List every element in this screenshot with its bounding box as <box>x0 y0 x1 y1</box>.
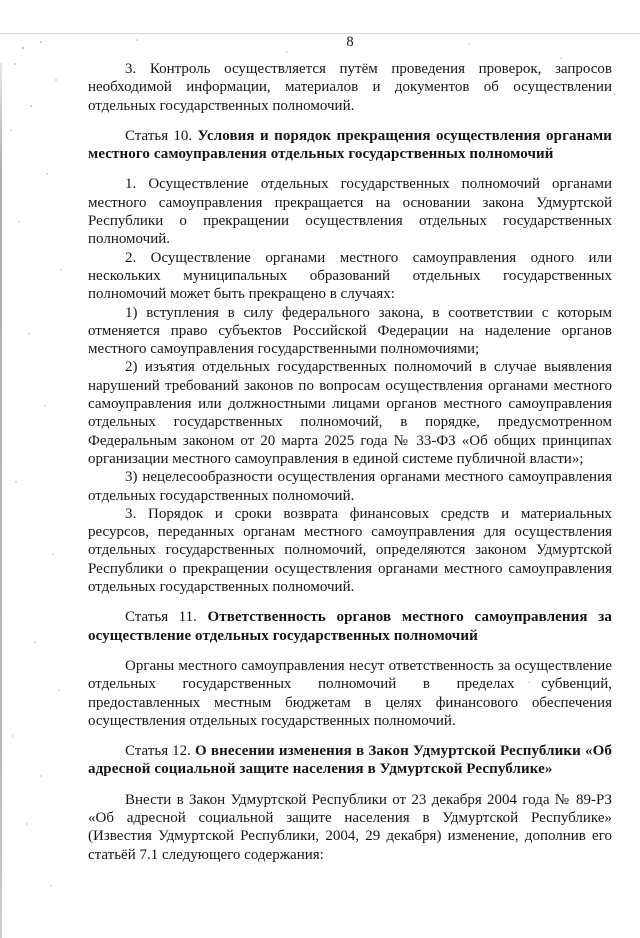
page-number: 8 <box>346 34 354 50</box>
scan-top-edge-artifact <box>0 33 640 34</box>
article-title: О внесении изменения в Закон Удмуртской Республики «Об адресной социальной защите населения в Удмуртской Республике» <box>88 743 612 778</box>
paragraph: 3. Контроль осуществляется путём проведения проверок, запросов необходимой информации, материалов и документов об осуществлении отдельных государственных полномочий. <box>88 61 612 114</box>
paragraph: 2. Осуществление органами местного самоуправления одного или нескольких муниципальных образований отдельных государственных полномочий может быть прекращено в случаях: <box>88 249 612 303</box>
article-title: Условия и порядок прекращения осуществления органами местного самоуправления отдельных государственных полномочий <box>88 127 612 163</box>
article-number: Статья 11. <box>125 609 208 626</box>
document-page <box>0 33 640 938</box>
scan-noise-speckles <box>0 33 2 35</box>
paragraph: 1) вступления в силу федерального закона, в соответствии с которым отменяется право субъектов Российской Федерации на наделение органов местного самоуправления государственными полномочиями; <box>88 304 612 358</box>
article-number: Статья 12. <box>125 743 195 760</box>
paragraph: 3) нецелесообразности осуществления органами местного самоуправления отдельных государственных полномочий. <box>88 469 612 504</box>
paragraph: Органы местного самоуправления несут ответственность за осуществление отдельных государственных полномочий в пределах субвенций, предоставленных местным бюджетам в целях финансового обеспечения осуществления отдельных государственных полномочий. <box>88 657 612 729</box>
article-heading <box>88 608 612 645</box>
article-heading <box>88 742 612 779</box>
paragraph: 1. Осуществление отдельных государственных полномочий органами местного самоуправления прекращается на основании закона Удмуртской Республики о прекращении осуществления отдельных государственных полномочий. <box>88 176 612 248</box>
paragraph: 2) изъятия отдельных государственных полномочий в случае выявления нарушений требований законов по вопросам осуществления органами местного самоуправления или должностными лицами органов местного самоуправления отдельных государственных полномочий, в порядке, предусмотренном Федеральным законом от 20 марта 2025 года № 33-ФЗ «Об общих принципах организации местного самоуправления в единой системе публичной власти»; <box>88 359 612 467</box>
document-text-body <box>88 60 612 864</box>
article-heading <box>88 127 612 164</box>
article-title: Ответственность органов местного самоуправления за осуществление отдельных государственных полномочий <box>88 609 612 644</box>
article-number: Статья 10. <box>125 127 198 144</box>
paragraph: Внести в Закон Удмуртской Республики от 23 декабря 2004 года № 89-РЗ «Об адресной социальной защите населения в Удмуртской Республике» (Известия Удмуртской Республики, 2004, 29 декабря) изменение, дополнив его статьёй 7.1 следующего содержания: <box>88 791 612 863</box>
paragraph: 3. Порядок и сроки возврата финансовых средств и материальных ресурсов, переданных органам местного самоуправления для осуществления отдельных государственных полномочий, определяются законом Удмуртской Республики о прекращении осуществления органами местного самоуправления отдельных государственных полномочий. <box>88 505 612 596</box>
scan-left-edge-artifact <box>0 63 2 938</box>
